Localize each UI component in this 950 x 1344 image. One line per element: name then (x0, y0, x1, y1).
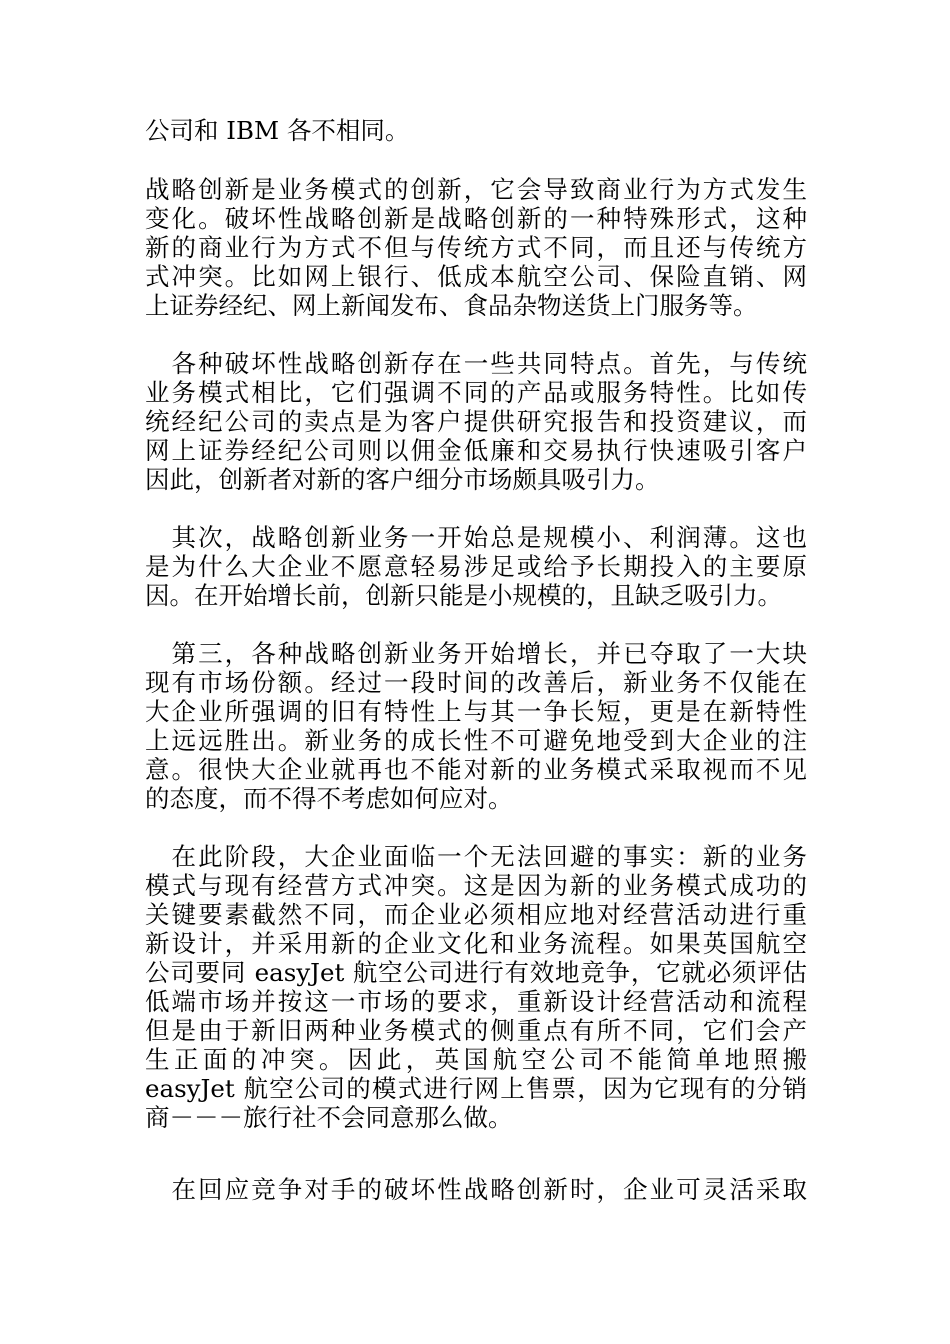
text-line: 变化。破坏性战略创新是战略创新的一种特殊形式，这种 (145, 204, 807, 233)
text-line: 网上证券经纪公司则以佣金低廉和交易执行快速吸引客户 (145, 436, 807, 465)
paragraph-5 (145, 639, 807, 813)
text-line: 意。很快大企业就再也不能对新的业务模式采取视而不见 (145, 755, 807, 784)
paragraph-4 (145, 523, 807, 610)
paragraph-7 (145, 1175, 807, 1204)
text-line: 关键要素截然不同，而企业必须相应地对经营活动进行重 (145, 900, 807, 929)
text-line: easyJet 航空公司的模式进行网上售票，因为它现有的分销 (145, 1074, 807, 1103)
text-line: 商－－－旅行社不会同意那么做。 (145, 1103, 513, 1132)
text-line: 式冲突。比如网上银行、低成本航空公司、保险直销、网 (145, 262, 807, 291)
text-line: 的态度，而不得不考虑如何应对。 (145, 784, 513, 813)
text-line: 在回应竞争对手的破坏性战略创新时，企业可灵活采取 (145, 1175, 807, 1204)
text-line: 第三，各种战略创新业务开始增长，并已夺取了一大块 (145, 639, 807, 668)
text-line: 新设计，并采用新的企业文化和业务流程。如果英国航空 (145, 929, 807, 958)
text-line: 其次，战略创新业务一开始总是规模小、利润薄。这也 (145, 523, 807, 552)
text-line: 上证券经纪、网上新闻发布、食品杂物送货上门服务等。 (145, 291, 758, 320)
text-line: 上远远胜出。新业务的成长性不可避免地受到大企业的注 (145, 726, 807, 755)
paragraph-1 (145, 116, 807, 145)
text-line: 是为什么大企业不愿意轻易涉足或给予长期投入的主要原 (145, 552, 807, 581)
paragraph-2 (145, 175, 807, 320)
text-line: 现有市场份额。经过一段时间的改善后，新业务不仅能在 (145, 668, 807, 697)
text-line: 低端市场并按这一市场的要求，重新设计经营活动和流程 (145, 987, 807, 1016)
text-line: 新的商业行为方式不但与传统方式不同，而且还与传统方 (145, 233, 807, 262)
text-line: 各种破坏性战略创新存在一些共同特点。首先，与传统 (145, 349, 807, 378)
paragraph-3 (145, 349, 807, 494)
text-line: 公司和 IBM 各不相同。 (145, 116, 410, 145)
text-line: 因。在开始增长前，创新只能是小规模的，且缺乏吸引力。 (145, 581, 782, 610)
text-line: 但是由于新旧两种业务模式的侧重点有所不同，它们会产 (145, 1016, 807, 1045)
paragraph-6 (145, 842, 807, 1132)
text-line: 生正面的冲突。因此，英国航空公司不能简单地照搬 (145, 1045, 807, 1074)
text-line: 统经纪公司的卖点是为客户提供研究报告和投资建议，而 (145, 407, 807, 436)
text-line: 公司要同 easyJet 航空公司进行有效地竞争，它就必须评估 (145, 958, 807, 987)
text-line: 模式与现有经营方式冲突。这是因为新的业务模式成功的 (145, 871, 807, 900)
text-line: 大企业所强调的旧有特性上与其一争长短，更是在新特性 (145, 697, 807, 726)
text-line: 在此阶段，大企业面临一个无法回避的事实：新的业务 (145, 842, 807, 871)
text-line: 业务模式相比，它们强调不同的产品或服务特性。比如传 (145, 378, 807, 407)
text-line: 因此，创新者对新的客户细分市场颇具吸引力。 (145, 465, 660, 494)
text-line: 战略创新是业务模式的创新，它会导致商业行为方式发生 (145, 175, 807, 204)
